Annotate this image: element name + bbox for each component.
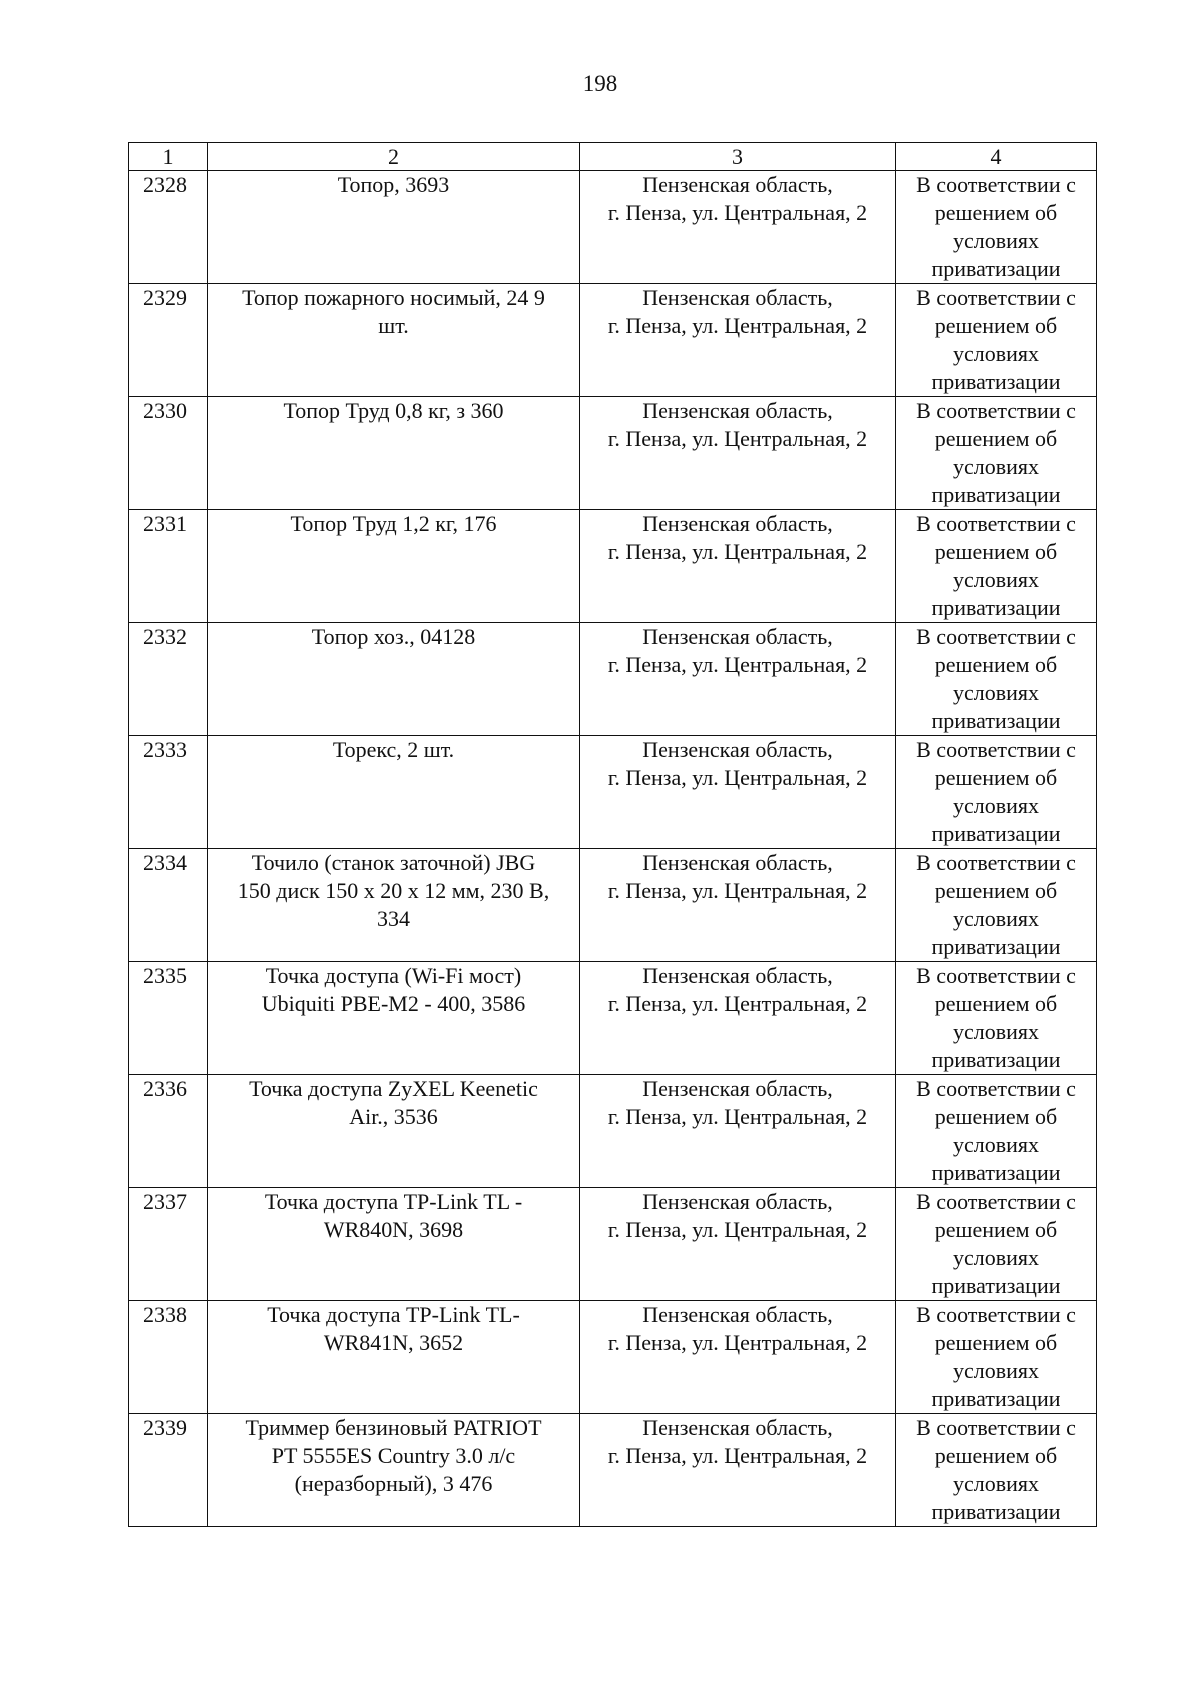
table-row — [129, 284, 1097, 397]
basis-line: В соответствии с — [916, 624, 1076, 649]
item-name-line: Точка доступа (Wi-Fi мост) — [265, 963, 522, 988]
basis-cell — [896, 623, 1097, 736]
basis-line: В соответствии с — [916, 737, 1076, 762]
item-name-line: Триммер бензиновый PATRIOT — [245, 1415, 542, 1440]
basis-line: условиях — [952, 1132, 1040, 1157]
address-cell — [580, 849, 896, 962]
item-name-line: Топор Труд 0,8 кг, з 360 — [283, 398, 504, 423]
item-name-line: Топор, 3693 — [337, 172, 450, 197]
basis-cell — [896, 284, 1097, 397]
basis-line: решением об — [934, 1104, 1058, 1129]
item-name-cell — [208, 1301, 580, 1414]
basis-line: решением об — [934, 1443, 1058, 1468]
basis-line: приватизации — [931, 256, 1061, 281]
item-name-line: Точка доступа TP-Link TL - — [264, 1189, 523, 1214]
address-cell — [580, 962, 896, 1075]
item-name-line: 334 — [377, 906, 410, 931]
basis-line: решением об — [934, 426, 1058, 451]
basis-line: приватизации — [931, 1047, 1061, 1072]
address-line: Пензенская область, — [642, 1189, 833, 1214]
item-name-cell — [208, 849, 580, 962]
address-cell — [580, 510, 896, 623]
row-number-cell: 2334 — [129, 849, 208, 962]
basis-line: решением об — [934, 765, 1058, 790]
row-number-cell: 2330 — [129, 397, 208, 510]
basis-line: решением об — [934, 878, 1058, 903]
basis-line: В соответствии с — [916, 172, 1076, 197]
basis-line: условиях — [952, 1358, 1040, 1383]
table-row — [129, 397, 1097, 510]
address-line: Пензенская область, — [642, 624, 833, 649]
basis-cell — [896, 397, 1097, 510]
basis-line: условиях — [952, 906, 1040, 931]
basis-line: В соответствии с — [916, 1189, 1076, 1214]
address-line: г. Пенза, ул. Центральная, 2 — [607, 1330, 868, 1355]
item-name-cell — [208, 284, 580, 397]
table-row — [129, 1188, 1097, 1301]
basis-line: условиях — [952, 1019, 1040, 1044]
address-cell — [580, 397, 896, 510]
column-header-2: 2 — [208, 143, 580, 171]
address-cell — [580, 284, 896, 397]
item-name-line: WR840N, 3698 — [323, 1217, 464, 1242]
item-name-line: Air., 3536 — [349, 1104, 438, 1129]
item-name-line: Точка доступа ZyXEL Keenetic — [249, 1076, 538, 1101]
basis-line: условиях — [952, 454, 1040, 479]
item-name-line: Точило (станок заточной) JBG — [251, 850, 536, 875]
address-line: г. Пенза, ул. Центральная, 2 — [607, 539, 868, 564]
basis-line: приватизации — [931, 1160, 1061, 1185]
table-body — [129, 171, 1097, 1527]
basis-line: решением об — [934, 200, 1058, 225]
property-table — [128, 142, 1097, 1527]
basis-cell — [896, 1075, 1097, 1188]
table-row — [129, 849, 1097, 962]
page-number: 198 — [582, 71, 618, 96]
basis-line: В соответствии с — [916, 1302, 1076, 1327]
item-name-line: Топор Труд 1,2 кг, 176 — [290, 511, 497, 536]
row-number-cell: 2339 — [129, 1414, 208, 1527]
basis-line: условиях — [952, 680, 1040, 705]
table-header — [129, 143, 1097, 171]
basis-line: решением об — [934, 991, 1058, 1016]
address-line: Пензенская область, — [642, 963, 833, 988]
address-cell — [580, 623, 896, 736]
basis-line: В соответствии с — [916, 1076, 1076, 1101]
column-header-3: 3 — [580, 143, 896, 171]
address-line: Пензенская область, — [642, 511, 833, 536]
address-line: г. Пенза, ул. Центральная, 2 — [607, 765, 868, 790]
basis-line: условиях — [952, 228, 1040, 253]
item-name-line: Топор пожарного носимый, 24 9 — [242, 285, 545, 310]
basis-line: решением об — [934, 1217, 1058, 1242]
basis-line: приватизации — [931, 821, 1061, 846]
item-name-line: Ubiquiti PBE-M2 - 400, 3586 — [261, 991, 526, 1016]
basis-line: приватизации — [931, 1499, 1061, 1524]
address-cell — [580, 1414, 896, 1527]
table-row — [129, 1414, 1097, 1527]
basis-line: приватизации — [931, 482, 1061, 507]
row-number-cell: 2333 — [129, 736, 208, 849]
address-line: г. Пенза, ул. Центральная, 2 — [607, 426, 868, 451]
item-name-cell — [208, 1188, 580, 1301]
row-number-cell: 2335 — [129, 962, 208, 1075]
basis-line: приватизации — [931, 934, 1061, 959]
basis-line: решением об — [934, 1330, 1058, 1355]
item-name-cell — [208, 962, 580, 1075]
item-name-line: Точка доступа TP-Link TL- — [267, 1302, 520, 1327]
basis-line: В соответствии с — [916, 1415, 1076, 1440]
table-row — [129, 1301, 1097, 1414]
column-header-1: 1 — [129, 143, 208, 171]
address-line: Пензенская область, — [642, 1076, 833, 1101]
basis-line: условиях — [952, 1245, 1040, 1270]
address-line: г. Пенза, ул. Центральная, 2 — [607, 1217, 868, 1242]
basis-line: В соответствии с — [916, 850, 1076, 875]
address-line: г. Пенза, ул. Центральная, 2 — [607, 652, 868, 677]
basis-line: условиях — [952, 341, 1040, 366]
item-name-cell — [208, 510, 580, 623]
basis-cell — [896, 1301, 1097, 1414]
basis-cell — [896, 171, 1097, 284]
row-number-cell: 2329 — [129, 284, 208, 397]
address-line: г. Пенза, ул. Центральная, 2 — [607, 1104, 868, 1129]
address-cell — [580, 1075, 896, 1188]
basis-line: В соответствии с — [916, 963, 1076, 988]
basis-cell — [896, 849, 1097, 962]
item-name-cell — [208, 1075, 580, 1188]
row-number-cell: 2328 — [129, 171, 208, 284]
basis-cell — [896, 736, 1097, 849]
address-line: г. Пенза, ул. Центральная, 2 — [607, 200, 868, 225]
basis-line: условиях — [952, 793, 1040, 818]
table-row — [129, 962, 1097, 1075]
basis-line: условиях — [952, 567, 1040, 592]
column-header-4: 4 — [896, 143, 1097, 171]
address-line: Пензенская область, — [642, 285, 833, 310]
basis-cell — [896, 1188, 1097, 1301]
address-line: г. Пенза, ул. Центральная, 2 — [607, 878, 868, 903]
item-name-cell — [208, 171, 580, 284]
basis-cell — [896, 1414, 1097, 1527]
basis-line: В соответствии с — [916, 285, 1076, 310]
basis-line: условиях — [952, 1471, 1040, 1496]
basis-line: решением об — [934, 652, 1058, 677]
address-cell — [580, 1188, 896, 1301]
row-number-cell: 2338 — [129, 1301, 208, 1414]
basis-line: приватизации — [931, 1273, 1061, 1298]
item-name-cell — [208, 623, 580, 736]
address-cell — [580, 736, 896, 849]
address-line: Пензенская область, — [642, 1415, 833, 1440]
address-line: г. Пенза, ул. Центральная, 2 — [607, 313, 868, 338]
row-number-cell: 2337 — [129, 1188, 208, 1301]
item-name-line: Топор хоз., 04128 — [311, 624, 476, 649]
address-line: Пензенская область, — [642, 737, 833, 762]
basis-cell — [896, 962, 1097, 1075]
basis-line: В соответствии с — [916, 398, 1076, 423]
basis-line: В соответствии с — [916, 511, 1076, 536]
basis-line: решением об — [934, 313, 1058, 338]
basis-line: приватизации — [931, 1386, 1061, 1411]
table-row — [129, 1075, 1097, 1188]
address-line: Пензенская область, — [642, 172, 833, 197]
item-name-cell — [208, 736, 580, 849]
item-name-line: WR841N, 3652 — [323, 1330, 464, 1355]
item-name-cell — [208, 397, 580, 510]
address-cell — [580, 171, 896, 284]
row-number-cell: 2331 — [129, 510, 208, 623]
address-line: Пензенская область, — [642, 850, 833, 875]
item-name-cell — [208, 1414, 580, 1527]
table-row — [129, 510, 1097, 623]
table-header-row — [129, 143, 1097, 171]
item-name-line: Торекс, 2 шт. — [332, 737, 455, 762]
item-name-line: PT 5555ES Country 3.0 л/с — [271, 1443, 516, 1468]
table-row — [129, 171, 1097, 284]
item-name-line: (неразборный), 3 476 — [294, 1471, 493, 1496]
address-line: г. Пенза, ул. Центральная, 2 — [607, 991, 868, 1016]
item-name-line: шт. — [378, 313, 409, 338]
address-line: Пензенская область, — [642, 1302, 833, 1327]
basis-line: приватизации — [931, 708, 1061, 733]
address-line: Пензенская область, — [642, 398, 833, 423]
basis-line: приватизации — [931, 369, 1061, 394]
basis-line: приватизации — [931, 595, 1061, 620]
table-row — [129, 623, 1097, 736]
table-row — [129, 736, 1097, 849]
basis-line: решением об — [934, 539, 1058, 564]
basis-cell — [896, 510, 1097, 623]
address-line: г. Пенза, ул. Центральная, 2 — [607, 1443, 868, 1468]
row-number-cell: 2336 — [129, 1075, 208, 1188]
address-cell — [580, 1301, 896, 1414]
row-number-cell: 2332 — [129, 623, 208, 736]
item-name-line: 150 диск 150 х 20 х 12 мм, 230 В, — [237, 878, 550, 903]
